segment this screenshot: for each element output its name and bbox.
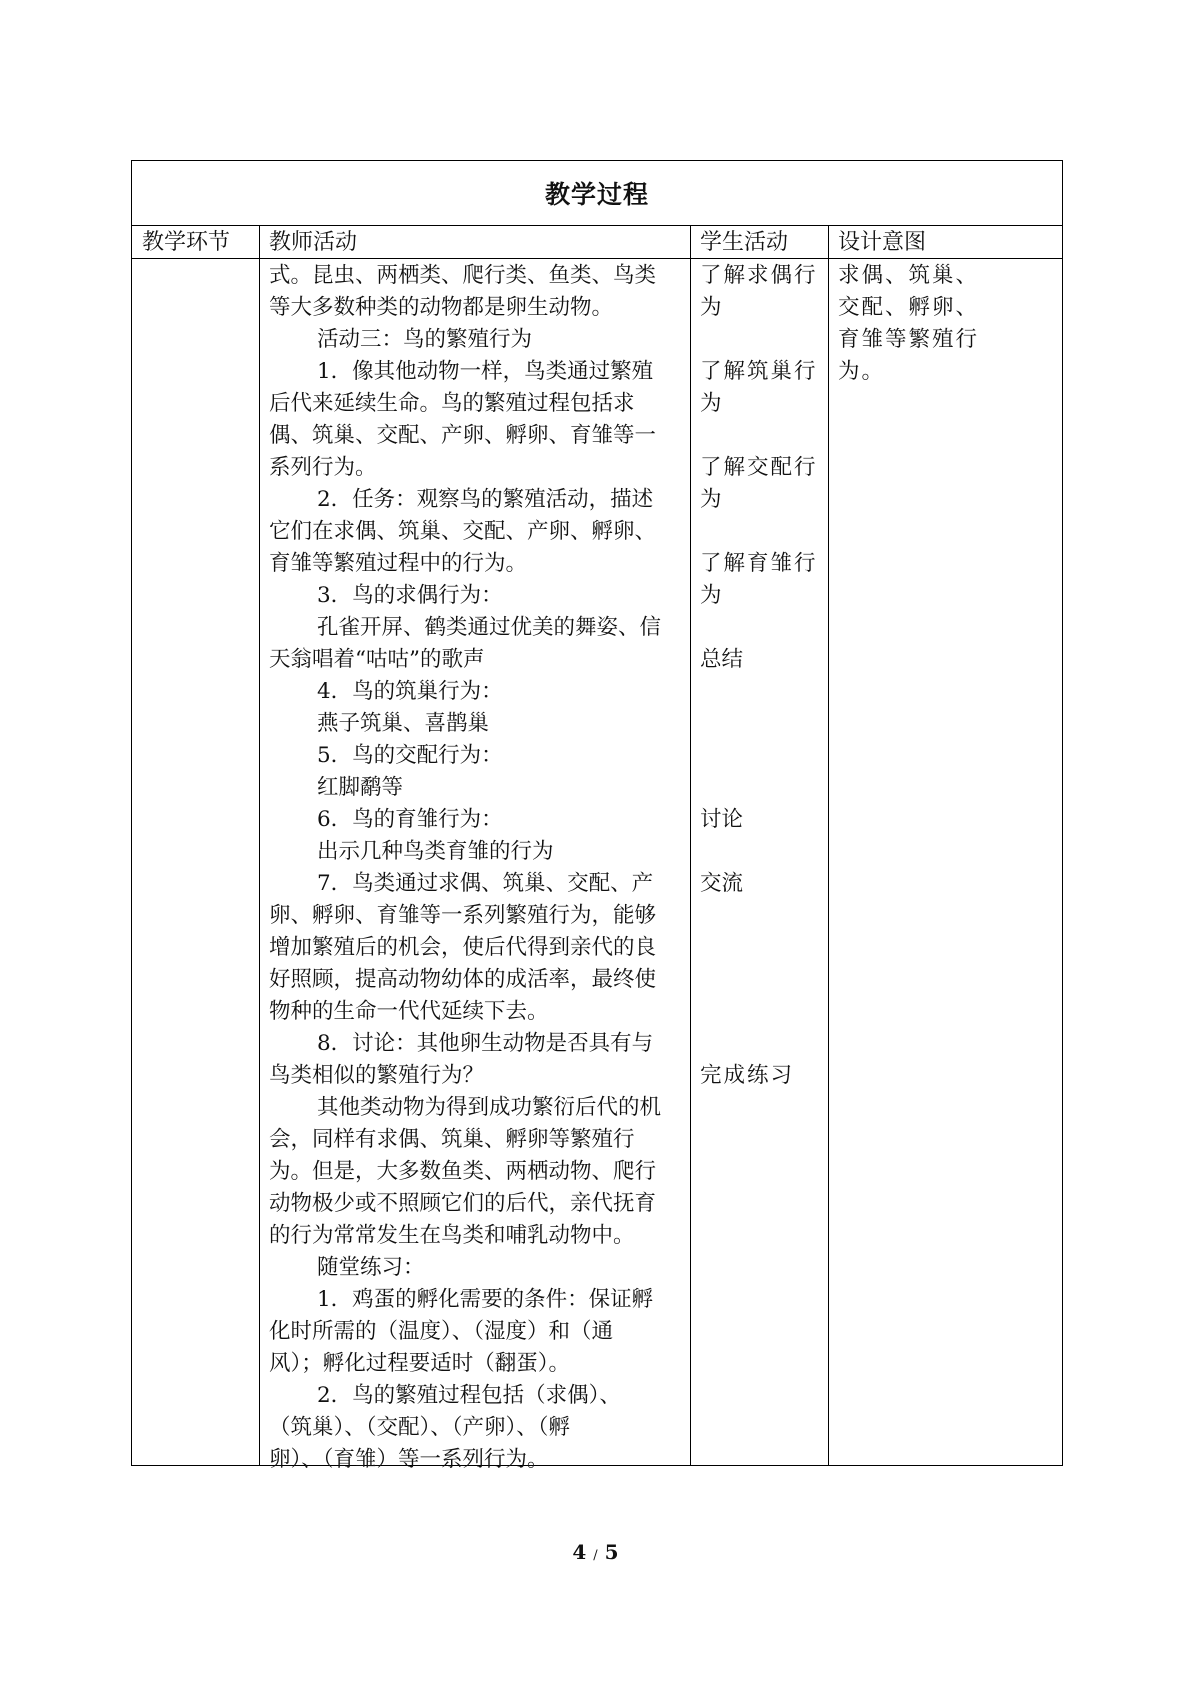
teacher-activity-line: 物种的生命一代代延续下去。 (269, 999, 549, 1024)
header-row-divider (132, 258, 1062, 259)
teacher-activity-line: 后代来延续生命。鸟的繁殖过程包括求 (269, 391, 635, 416)
total-pages: 5 (604, 1540, 619, 1564)
teacher-activity-line: 育雏等繁殖过程中的行为。 (269, 551, 528, 576)
teacher-activity-line: 会，同样有求偶、筑巢、孵卵等繁殖行 (269, 1127, 635, 1152)
teacher-activity-line: 出示几种鸟类育雏的行为 (317, 839, 554, 864)
page-number (0, 1540, 1191, 1564)
teacher-activity-line: 为。但是，大多数鱼类、两栖动物、爬行 (269, 1159, 657, 1184)
teacher-activity-line: 鸟类相似的繁殖行为？ (269, 1063, 485, 1088)
teacher-activity-line: 卵、孵卵、育雏等一系列繁殖行为，能够 (269, 903, 657, 928)
teacher-activity-line: 其他类动物为得到成功繁衍后代的机 (317, 1095, 662, 1120)
student-activity-item: 总结 (700, 647, 744, 672)
column-divider (690, 226, 691, 1465)
teacher-activity-line: 1．像其他动物一样，鸟类通过繁殖 (317, 359, 654, 384)
student-activity-item: 了解育雏行 (700, 551, 818, 576)
teacher-activity-line: 卵）、（育雏）等一系列行为。 (269, 1447, 549, 1472)
teacher-activity-line: （筑巢）、（交配）、（产卵）、（孵 (269, 1415, 571, 1440)
student-activity-item: 了解筑巢行 (700, 359, 818, 384)
teaching-process-table (131, 160, 1063, 1472)
page-separator: / (593, 1548, 598, 1563)
teacher-activity-line: 红脚鹬等 (317, 775, 404, 800)
teacher-activity-line: 2．鸟的繁殖过程包括（求偶）、 (317, 1383, 621, 1408)
design-intent-line: 为。 (838, 359, 886, 384)
teacher-activity-line: 6．鸟的育雏行为： (317, 807, 503, 832)
teacher-activity-line: 等大多数种类的动物都是卵生动物。 (269, 295, 614, 320)
table-title-row (132, 161, 1062, 226)
teacher-activity-line: 化时所需的（温度）、（湿度）和（通 (269, 1319, 614, 1344)
teacher-activity-line: 增加繁殖后的机会，使后代得到亲代的良 (269, 935, 657, 960)
student-activity-item: 为 (700, 487, 722, 512)
teacher-activity-line: 4．鸟的筑巢行为： (317, 679, 503, 704)
table-title: 教学过程 (544, 180, 649, 209)
teacher-activity-line: 1．鸡蛋的孵化需要的条件：保证孵 (317, 1287, 654, 1312)
teacher-activity-line: 它们在求偶、筑巢、交配、产卵、孵卵、 (269, 519, 657, 544)
teacher-activity-line: 孔雀开屏、鹤类通过优美的舞姿、信 (317, 615, 662, 640)
teacher-activity-line: 7．鸟类通过求偶、筑巢、交配、产 (317, 871, 654, 896)
student-activity-item: 为 (700, 391, 722, 416)
student-activity-item: 交流 (700, 871, 744, 896)
student-activity-item: 为 (700, 295, 722, 320)
current-page: 4 (572, 1540, 587, 1564)
student-activity-item: 完成练习 (700, 1063, 795, 1088)
design-intent-line: 交配、孵卵、 (838, 295, 980, 320)
design-intent-line: 育雏等繁殖行 (838, 327, 980, 352)
teacher-activity-line: 5．鸟的交配行为： (317, 743, 503, 768)
design-intent-cell (838, 260, 1058, 388)
teacher-activity-line: 风）；孵化过程要适时（翻蛋）。 (269, 1351, 571, 1376)
teacher-activity-line: 活动三：鸟的繁殖行为 (317, 327, 533, 352)
column-divider (828, 226, 829, 1465)
teacher-activity-line: 动物极少或不照顾它们的后代，亲代抚育 (269, 1191, 657, 1216)
teacher-activity-line: 3．鸟的求偶行为： (317, 583, 503, 608)
teacher-activity-line: 好照顾，提高动物幼体的成活率，最终使 (269, 967, 657, 992)
teacher-activity-line: 天翁唱着“咕咕”的歌声 (269, 647, 485, 672)
student-activity-item: 了解求偶行 (700, 263, 818, 288)
teacher-activity-line: 式。昆虫、两栖类、爬行类、鱼类、鸟类 (269, 263, 657, 288)
student-activity-item: 讨论 (700, 807, 744, 832)
design-intent-line: 求偶、筑巢、 (838, 263, 980, 288)
teacher-activity-line: 2．任务：观察鸟的繁殖活动，描述 (317, 487, 654, 512)
student-activity-item: 了解交配行 (700, 455, 818, 480)
header-teaching-stage: 教学环节 (142, 230, 231, 255)
header-teacher-activity: 教师活动 (269, 230, 358, 255)
column-divider (259, 226, 260, 1465)
teacher-activity-line: 燕子筑巢、喜鹊巢 (317, 711, 490, 736)
header-design-intent: 设计意图 (838, 230, 927, 255)
teacher-activity-line: 8．讨论：其他卵生动物是否具有与 (317, 1031, 654, 1056)
teacher-activity-line: 系列行为。 (269, 455, 377, 480)
teacher-activity-line: 的行为常常发生在鸟类和哺乳动物中。 (269, 1223, 635, 1248)
teacher-activity-cell (269, 260, 687, 1476)
student-activity-item: 为 (700, 583, 722, 608)
teacher-activity-line: 偶、筑巢、交配、产卵、孵卵、育雏等一 (269, 423, 657, 448)
teacher-activity-line: 随堂练习： (317, 1255, 425, 1280)
header-student-activity: 学生活动 (700, 230, 789, 255)
